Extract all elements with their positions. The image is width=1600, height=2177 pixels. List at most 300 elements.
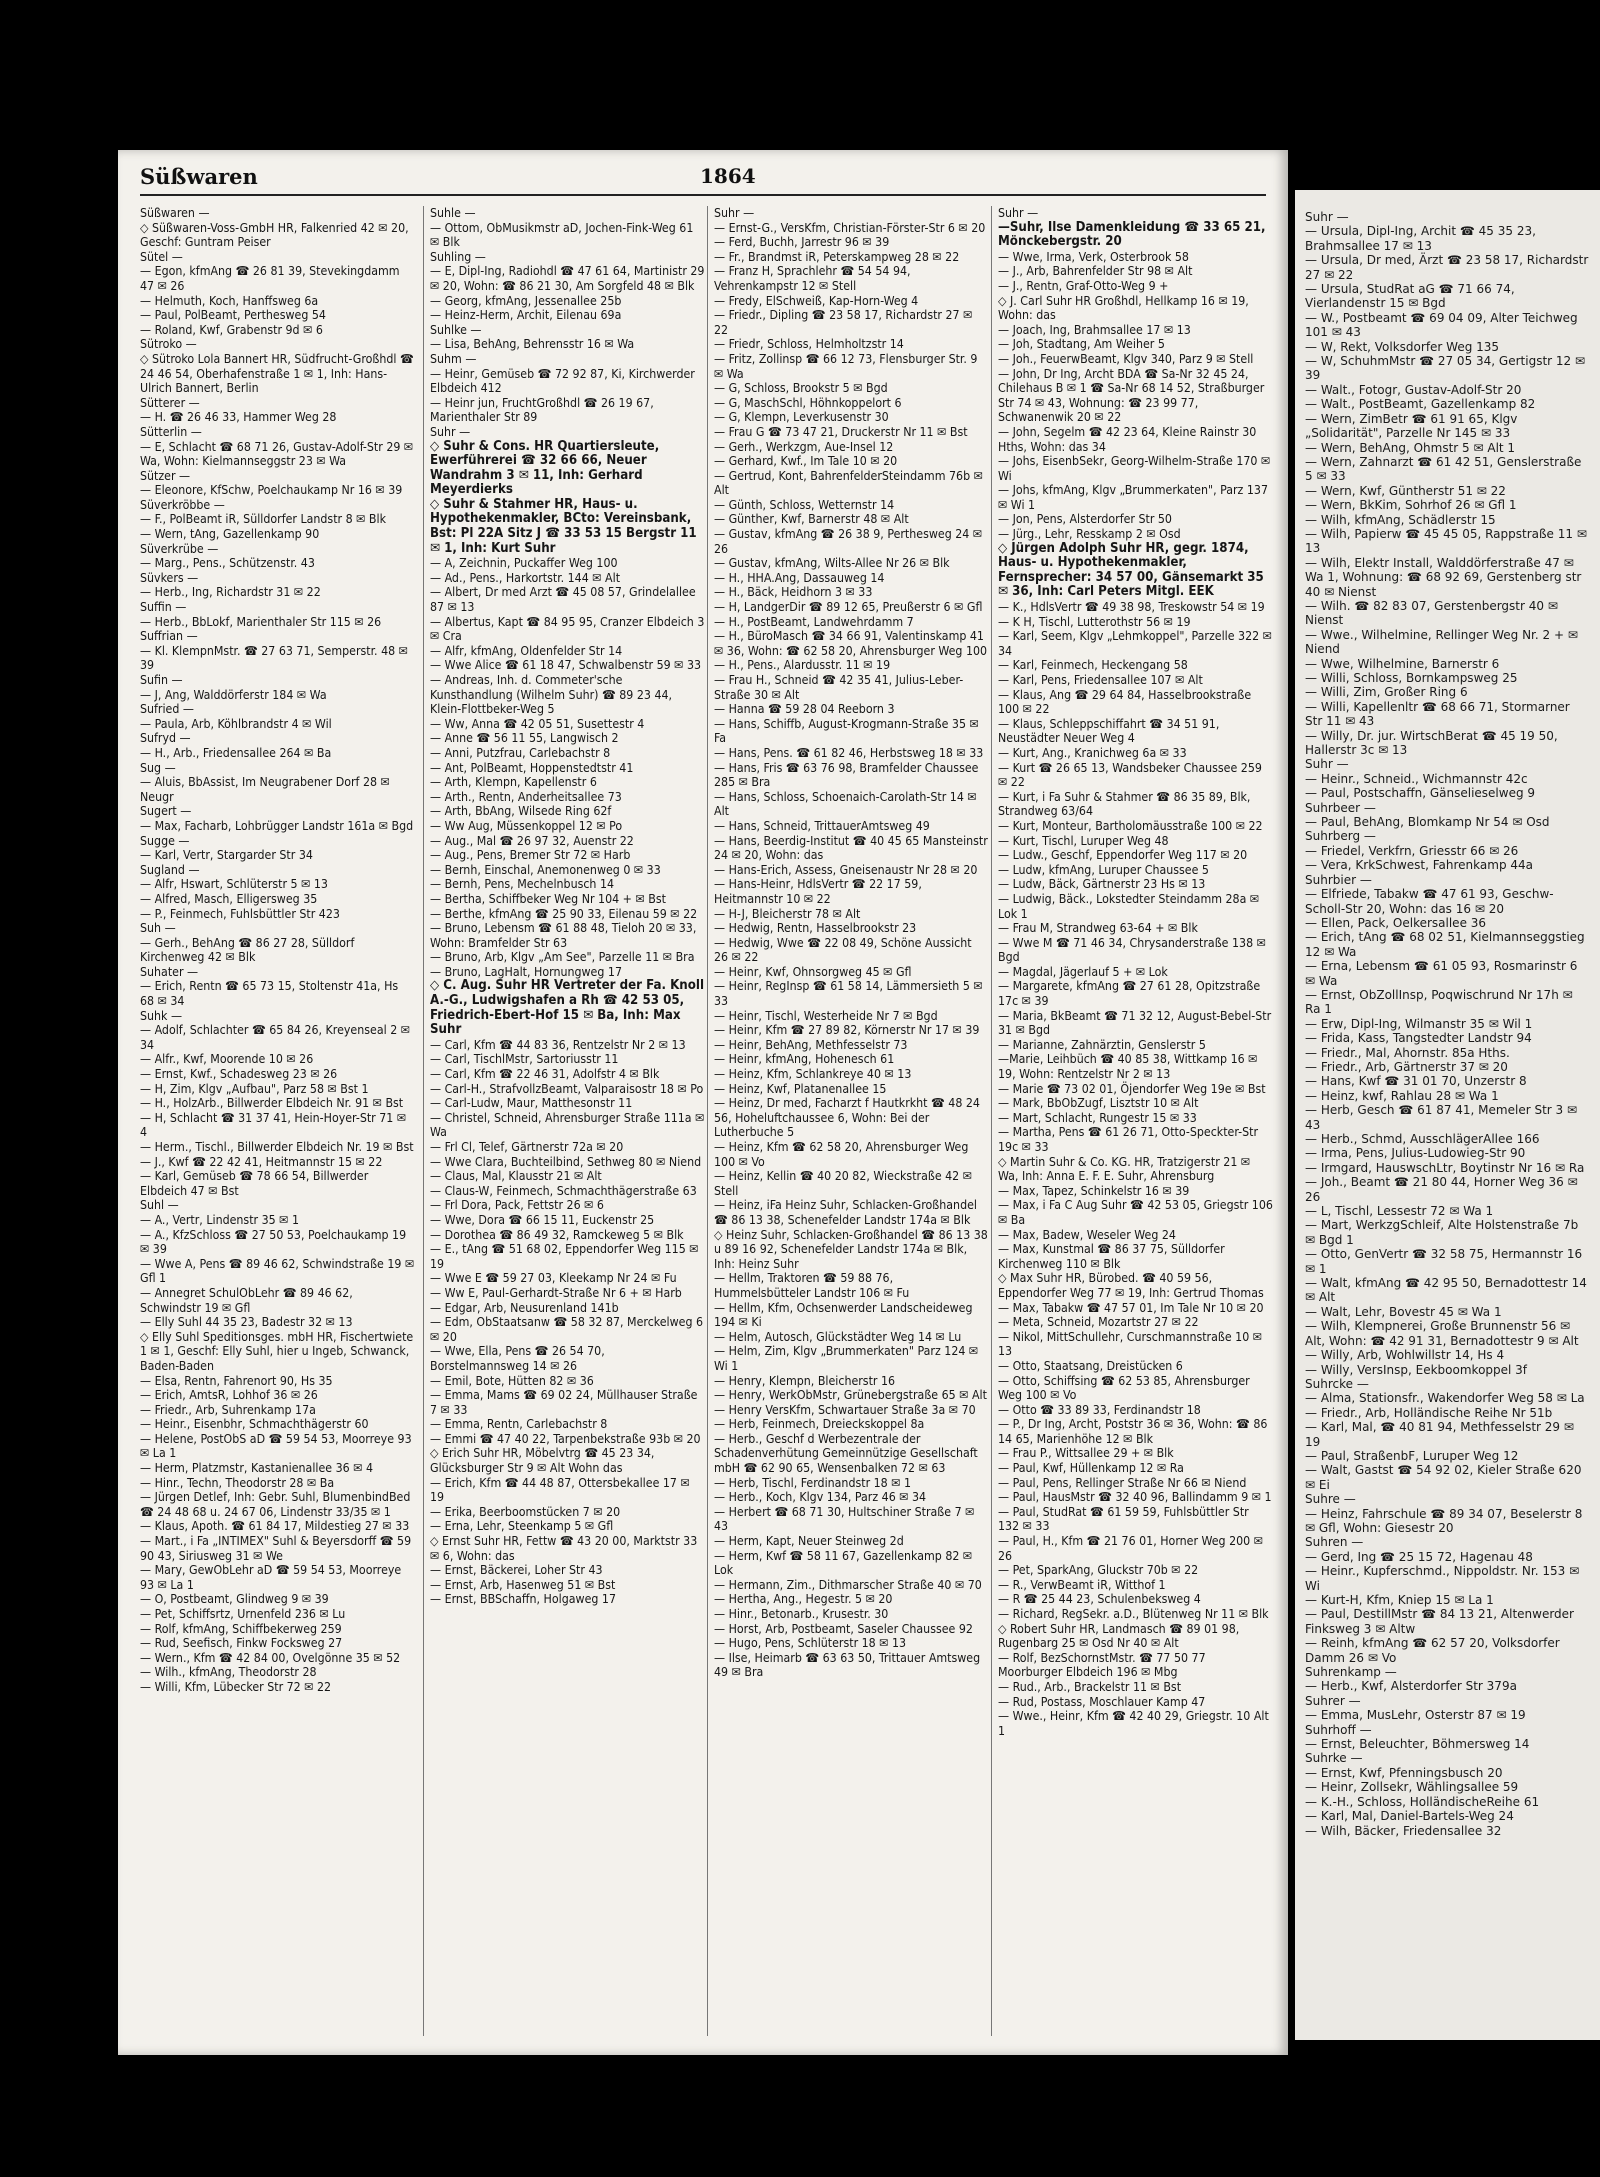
directory-entry: — Ludw, kfmAng, Luruper Chaussee 5 (998, 862, 1209, 877)
directory-entry: — Gerhard, Kwf., Im Tale 10 ✉ 20 (714, 454, 898, 469)
directory-entry: — Erw, Dipl-Ing, Wilmanstr 35 ✉ Wil 1 (1305, 1016, 1533, 1031)
directory-entry: — Wwe Alice ☎ 61 18 47, Schwalbenstr 59 ✉ 33 (430, 658, 702, 673)
directory-entry: — Wilh, Klempnerei, Große Brunnenstr 56 ✉ Alt, Wohn: ☎ 42 91 31, Bernadottestr 9 ✉ Alt (1305, 1319, 1579, 1348)
directory-entry: ◇ Ernst Suhr HR, Fettw ☎ 43 20 00, Marktstr 33 ✉ 6, Wohn: das (430, 1534, 698, 1563)
column-3 (707, 206, 989, 2036)
directory-entry: — Marie ☎ 73 02 01, Öjendorfer Weg 19e ✉ Bst (998, 1081, 1266, 1096)
directory-entry: — Bruno, Lebensm ☎ 61 88 48, Tieloh 20 ✉ 33, Wohn: Bramfelder Str 63 (430, 921, 697, 950)
directory-entry: — Lisa, BehAng, Behrensstr 16 ✉ Wa (430, 337, 635, 352)
directory-entry: — Wwe, Dora ☎ 66 15 11, Euckenstr 25 (430, 1212, 655, 1227)
directory-entry: — Heinr., Kupferschmd., Nippoldstr. Nr. 153 ✉ Wi (1305, 1564, 1580, 1593)
directory-entry: — H, Zim, Klgv „Aufbau", Parz 58 ✉ Bst 1 (140, 1081, 369, 1096)
directory-entry: —Suhr, Ilse Damenkleidung ☎ 33 65 21, Mönckebergstr. 20 (998, 219, 1266, 250)
directory-entry: — Wwe, Irma, Verk, Osterbrook 58 (998, 249, 1189, 264)
directory-entry: — H, LandgerDir ☎ 89 12 65, Preußerstr 6 ✉ Gfl (714, 600, 983, 615)
directory-entry: — E, Dipl-Ing, Radiohdl ☎ 47 61 64, Martinistr 29 ✉ 20, Wohn: ☎ 86 21 30, Am Sorgfeld 48 ✉ Blk (430, 264, 705, 293)
directory-entry: — H., HHA.Ang, Dassauweg 14 (714, 570, 885, 585)
directory-entry: — Vera, KrkSchwest, Fahrenkamp 44a (1305, 858, 1533, 873)
directory-entry: — E, Schlacht ☎ 68 71 26, Gustav-Adolf-Str 29 ✉ Wa, Wohn: Kielmannseggstr 23 ✉ Wa (140, 439, 414, 469)
directory-entry: — Wwe E ☎ 59 27 03, Kleekamp Nr 24 ✉ Fu (430, 1271, 677, 1286)
directory-entry: — Carl, Kfm ☎ 44 83 36, Rentzelstr Nr 2 ✉ 13 (430, 1037, 686, 1052)
directory-entry: — Arth, Klempn, Kapellenstr 6 (430, 775, 597, 790)
directory-entry: — Anni, Putzfrau, Carlebachstr 8 (430, 745, 611, 760)
directory-entry: — Paul, Pens, Rellinger Straße Nr 66 ✉ Niend (998, 1475, 1247, 1490)
directory-entry: — Herb., BbLokf, Marienthaler Str 115 ✉ 26 (140, 614, 382, 629)
directory-entry: — G, Schloss, Brookstr 5 ✉ Bgd (714, 381, 888, 396)
directory-entry: — Martha, Pens ☎ 61 26 71, Otto-Speckter-Str 19c ✉ 33 (998, 1125, 1259, 1154)
directory-entry: — Gerh., Werkzgm, Aue-Insel 12 (714, 439, 894, 454)
directory-entry: — Ant, PolBeamt, Hoppenstedtstr 41 (430, 760, 634, 775)
directory-entry: — Ferd, Buchh, Jarrestr 96 ✉ 39 (714, 235, 890, 250)
directory-entry: — R ☎ 25 44 23, Schulenbeksweg 4 (998, 1592, 1201, 1607)
directory-entry: ◇ Elly Suhl Speditionsges. mbH HR, Fischertwiete 1 ✉ 1, Geschf: Elly Suhl, hier u Ingeb, Schwanck, Baden-Baden (140, 1329, 414, 1373)
column-1 (140, 206, 415, 2036)
directory-entry: — Carl-Ludw, Maur, Matthesonstr 11 (430, 1096, 633, 1111)
directory-entry: — Kurt, Tischl, Luruper Weg 48 (998, 833, 1169, 848)
directory-entry: — H., Pens., Alardusstr. 11 ✉ 19 (714, 658, 891, 673)
directory-entry: — Karl, Pens, Friedensallee 107 ✉ Alt (998, 673, 1203, 687)
directory-entry: — Wern, BkKim, Sohrhof 26 ✉ Gfl 1 (1305, 498, 1517, 513)
directory-entry: — Hans, Fris ☎ 63 76 98, Bramfelder Chaussee 285 ✉ Bra (714, 760, 979, 790)
directory-entry: — Paul, Kwf, Hüllenkamp 12 ✉ Ra (998, 1461, 1184, 1476)
directory-entry: — Wilh, Papierw ☎ 45 45 05, Rappstraße 11 ✉ 13 (1305, 526, 1587, 556)
directory-entry: — Marianne, Zahnärztin, Genslerstr 5 (998, 1037, 1206, 1052)
directory-entry: — Wwe, Ella, Pens ☎ 26 54 70, Borstelmannsweg 14 ✉ 26 (430, 1344, 605, 1373)
directory-entry: — Wilh. ☎ 82 83 07, Gerstenbergstr 40 ✉ Nienst (1305, 598, 1558, 628)
directory-entry: — Walt., PostBeamt, Gazellenkamp 82 (1305, 397, 1536, 412)
directory-entry: — Dorothea ☎ 86 49 32, Ramckeweg 5 ✉ Blk (430, 1227, 684, 1242)
directory-entry: — Frida, Kass, Tangstedter Landstr 94 (1305, 1031, 1532, 1046)
directory-entry: — Wern., Kfm ☎ 42 84 00, Ovelgönne 35 ✉ 52 (140, 1650, 401, 1665)
directory-entry: — Heinz, iFa Heinz Suhr, Schlacken-Großhandel ☎ 86 13 38, Schenefelder Landstr 174a ✉ Blk (714, 1198, 977, 1227)
directory-entry: ◇ Erich Suhr HR, Möbelvtrg ☎ 45 23 34, Glücksburger Str 9 ✉ Alt Wohn das (430, 1446, 655, 1476)
directory-entry: — Christel, Schneid, Ahrensburger Straße 111a ✉ Wa (430, 1110, 705, 1140)
directory-entry: — Bertha, Schiffbeker Weg Nr 104 + ✉ Bst (430, 891, 666, 906)
directory-entry: — Andreas, Inh. d. Commeter'sche Kunsthandlung (Wilhelm Suhr) ☎ 89 23 44, Klein-Flottbeker-Weg 5 (430, 673, 673, 717)
directory-entry: Sugland — (140, 862, 200, 877)
directory-entry: — Heinz, Dr med, Facharzt f Hautkrkht ☎ 48 24 56, Hoheluftchaussee 6, Wohn: Bei der Lutherbuche 5 (714, 1096, 980, 1140)
directory-entry: — H., Bäck, Heidhorn 3 ✉ 33 (714, 585, 873, 600)
directory-entry: — P., Dr Ing, Archt, Poststr 36 ✉ 36, Wohn: ☎ 86 14 65, Marienhöhe 12 ✉ Blk (998, 1417, 1268, 1446)
directory-entry: Suh — (140, 921, 176, 936)
directory-entry: — Willi, Zim, Großer Ring 6 (1305, 685, 1468, 700)
directory-entry: — Heinr, RegInsp ☎ 61 58 14, Lämmersieth 5 ✉ 33 (714, 979, 983, 1009)
directory-entry: — Heinz, Kellin ☎ 40 20 82, Wieckstraße 42 ✉ Stell (714, 1169, 973, 1198)
directory-entry: Süverkröbbe — (140, 497, 225, 512)
directory-entry: Süßwaren — (140, 206, 210, 220)
directory-entry: — Ottom, ObMusikmstr aD, Jochen-Fink-Weg 61 ✉ Blk (430, 220, 694, 250)
directory-entry: — G, Klempn, Leverkusenstr 30 (714, 410, 889, 425)
directory-entry: — Heinz-Herm, Archit, Eilenau 69a (430, 308, 622, 323)
directory-entry: Sugert — (140, 804, 192, 819)
directory-entry: — Hans, Schiffb, August-Krogmann-Straße 35 ✉ Fa (714, 716, 979, 746)
directory-entry: — Wwe, Wilhelmine, Barnerstr 6 (1305, 656, 1500, 671)
directory-entry: — J., Arb, Bahrenfelder Str 98 ✉ Alt (998, 264, 1193, 279)
directory-entry: — Henry, WerkObMstr, Grünebergstraße 65 ✉ Alt (714, 1388, 987, 1403)
directory-entry: — Ernst, Kwf, Pfenningsbusch 20 (1305, 1765, 1503, 1780)
directory-entry: — Hans, Kwf ☎ 31 01 70, Unzerstr 8 (1305, 1074, 1527, 1089)
directory-entry: — Herb, Tischl, Ferdinandstr 18 ✉ 1 (714, 1475, 912, 1490)
directory-entry: — G, MaschSchl, Höhnkoppelort 6 (714, 395, 902, 410)
directory-entry: — Friedel, Verkfrn, Griesstr 66 ✉ 26 (1305, 843, 1519, 858)
directory-entry: — Kurt, i Fa Suhr & Stahmer ☎ 86 35 89, Blk, Strandweg 63/64 (998, 789, 1251, 819)
directory-entry: — W, SchuhmMstr ☎ 27 05 34, Gertigstr 12 ✉ 39 (1305, 354, 1586, 383)
directory-entry: — Marg., Pens., Schützenstr. 43 (140, 556, 315, 571)
directory-entry: Sug — (140, 760, 176, 775)
directory-entry: Suffrian — (140, 629, 198, 644)
directory-entry: — Alfr, kfmAng, Oldenfelder Str 14 (430, 643, 623, 658)
directory-entry: — H., HolzArb., Billwerder Elbdeich Nr. 91 ✉ Bst (140, 1096, 404, 1111)
directory-entry: — Hermann, Zim., Dithmarscher Straße 40 ✉ 70 (714, 1577, 982, 1592)
directory-entry: — Willi, Schloss, Bornkampsweg 25 (1305, 671, 1518, 685)
directory-entry: — Alfr., Kwf, Moorende 10 ✉ 26 (140, 1052, 314, 1067)
directory-entry: — A., KfzSchloss ☎ 27 50 53, Poelchaukamp 19 ✉ 39 (140, 1227, 407, 1257)
directory-entry: — Frau M, Strandweg 63-64 + ✉ Blk (998, 921, 1198, 936)
directory-entry: — Ernst, Beleuchter, Böhmersweg 14 (1305, 1737, 1530, 1752)
directory-entry: — Karl, Mal, ☎ 40 81 94, Methfesselstr 29 ✉ 19 (1305, 1420, 1574, 1449)
directory-entry: — Eleonore, KfSchw, Poelchaukamp Nr 16 ✉ 39 (140, 483, 403, 498)
directory-entry: — Ursula, Dipl-Ing, Archit ☎ 45 35 23, Brahmsallee 17 ✉ 13 (1305, 224, 1536, 253)
directory-entry: — A, Zeichnin, Puckaffer Weg 100 (430, 556, 618, 571)
facing-page-column (1305, 210, 1590, 2020)
directory-entry: ◇ J. Carl Suhr HR Großhdl, Hellkamp 16 ✉ 19, Wohn: das (998, 293, 1249, 323)
directory-entry: — Herb, Feinmech, Dreieckskoppel 8a (714, 1417, 925, 1432)
directory-entry: — Erna, Lebensm ☎ 61 05 93, Rosmarinstr 6 ✉ Wa (1305, 959, 1578, 988)
column-4 (991, 206, 1273, 2036)
directory-entry: — Wilh, Elektr Install, Walddörferstraße 47 ✉ Wa 1, Wohnung: ☎ 68 92 69, Gerstenberg str 40 ✉ Nienst (1305, 555, 1582, 599)
directory-entry: — Ernst, Kwf., Schadesweg 23 ✉ 26 (140, 1067, 338, 1082)
directory-entry: Suhr — (430, 424, 471, 439)
directory-entry: — Heinr jun, FruchtGroßhdl ☎ 26 19 67, Marienthaler Str 89 (430, 395, 654, 425)
directory-entry: — Max, Facharb, Lohbrügger Landstr 161a ✉ Bgd (140, 818, 414, 833)
directory-entry: — K., HdlsVertr ☎ 49 38 98, Treskowstr 54 ✉ 19 (998, 600, 1265, 615)
directory-entry: — Elfriede, Tabakw ☎ 47 61 93, Geschw-Scholl-Str 20, Wohn: das 16 ✉ 20 (1305, 887, 1554, 916)
directory-entry: — Ernst, ObZollInsp, Poqwischrund Nr 17h ✉ Ra 1 (1305, 987, 1573, 1017)
directory-entry: ◇ Süßwaren-Voss-GmbH HR, Falkenried 42 ✉ 20, Geschf: Guntram Peiser (140, 220, 409, 250)
directory-entry: — Gerd, Ing ☎ 25 15 72, Hagenau 48 (1305, 1549, 1533, 1564)
directory-entry: — Henry, Klempn, Bleicherstr 16 (714, 1373, 896, 1388)
directory-entry: Suhrer — (1305, 1693, 1361, 1708)
directory-entry: — Friedr., Mal, Ahornstr. 85a Hths. (1305, 1045, 1510, 1060)
directory-entry: — Maria, BkBeamt ☎ 71 32 12, August-Bebel-Str 31 ✉ Bgd (998, 1008, 1272, 1038)
directory-entry: Sufin — (140, 673, 183, 687)
directory-entry: — Gertrud, Kont, BahrenfelderSteindamm 76b ✉ Alt (714, 468, 983, 498)
directory-entry: — Ernst, Bäckerei, Loher Str 43 (430, 1563, 603, 1578)
directory-entry: — Hellm, Traktoren ☎ 59 88 76, Hummelsbütteler Landstr 106 ✉ Fu (714, 1271, 910, 1300)
directory-entry: — Heinr., Schneid., Wichmannstr 42c (1305, 771, 1528, 786)
directory-entry: — H-J, Bleicherstr 78 ✉ Alt (714, 906, 861, 921)
directory-entry: ◇ Suhr & Stahmer HR, Haus- u. Hypothekenmakler, BCto: Vereinsbank, Bst: Pl 22A Sitz J ☎ 33 53 15 Bergstr 11 ✉ 1, Inh: Kurt Suhr (430, 496, 697, 556)
directory-entry: — Herb., Schmd, AusschlägerAllee 166 (1305, 1132, 1540, 1146)
directory-entry: — Reinh, kfmAng ☎ 62 57 20, Volksdorfer Damm 26 ✉ Vo (1305, 1636, 1560, 1665)
directory-entry: Sütterlin — (140, 424, 202, 439)
directory-entry: — Ww E, Paul-Gerhardt-Straße Nr 6 + ✉ Harb (430, 1285, 682, 1300)
directory-entry: — Bruno, LagHalt, Hornungweg 17 (430, 964, 622, 979)
directory-entry: — Heinr, kfmAng, Hohenesch 61 (714, 1052, 895, 1067)
directory-entry: Suhr — (1305, 757, 1349, 772)
directory-columns (140, 206, 1273, 2036)
directory-entry: — Hedwig, Rentn, Hasselbrookstr 23 (714, 921, 917, 936)
directory-entry: Sütroko — (140, 337, 197, 352)
directory-entry: — Herb., Geschf d Werbezentrale der Schadenverhütung Gemeinnützige Gesellschaft mbH ☎ 62 90 65, Wensenbalken 72 ✉ 63 (714, 1431, 978, 1476)
directory-entry: — H., Arb., Friedensallee 264 ✉ Ba (140, 745, 332, 760)
directory-entry: — Heinr, Tischl, Westerheide Nr 7 ✉ Bgd (714, 1008, 938, 1023)
directory-entry: — Egon, kfmAng ☎ 26 81 39, Stevekingdamm 47 ✉ 26 (140, 264, 400, 293)
directory-entry: Suhr — (998, 206, 1039, 220)
directory-entry: — Willi, Kapellenltr ☎ 68 66 71, Stormarner Str 11 ✉ 43 (1305, 699, 1570, 729)
directory-entry: — Paul, PolBeamt, Perthesweg 54 (140, 308, 326, 323)
directory-entry: — Klaus, Ang ☎ 29 64 84, Hasselbrookstraße 100 ✉ 22 (998, 687, 1252, 717)
directory-entry: — Heinr, Zollsekr, Wählingsallee 59 (1305, 1780, 1519, 1795)
directory-entry: ◇ Max Suhr HR, Bürobed. ☎ 40 59 56, Eppendorfer Weg 77 ✉ 19, Inh: Gertrud Thomas (998, 1271, 1264, 1300)
directory-entry: — Paula, Arb, Köhlbrandstr 4 ✉ Wil (140, 716, 332, 731)
directory-entry: — Anne ☎ 56 11 55, Langwisch 2 (430, 731, 619, 746)
directory-entry: — Ursula, StudRat aG ☎ 71 66 74, Vierlandenstr 15 ✉ Bgd (1305, 282, 1515, 311)
directory-entry: — Wilh, kfmAng, Schädlerstr 15 (1305, 512, 1496, 527)
directory-entry: — Willi, Kfm, Lübecker Str 72 ✉ 22 (140, 1679, 332, 1694)
directory-entry: Suffin — (140, 600, 187, 615)
directory-entry: — Aug., Mal ☎ 26 97 32, Auenstr 22 (430, 833, 634, 848)
directory-entry: — Otto, Staatsang, Dreistücken 6 (998, 1358, 1183, 1373)
directory-entry: — Mary, GewObLehr aD ☎ 59 54 53, Moorreye 93 ✉ La 1 (140, 1563, 402, 1592)
directory-entry: — Karl, Mal, Daniel-Bartels-Weg 24 (1305, 1809, 1514, 1824)
directory-entry: Suhre — (1305, 1492, 1356, 1507)
directory-entry: Suhl — (140, 1198, 179, 1213)
directory-entry: — Heinr, Kwf, Ohnsorgweg 45 ✉ Gfl (714, 964, 912, 979)
directory-entry: — Berthe, kfmAng ☎ 25 90 33, Eilenau 59 ✉ 22 (430, 906, 698, 921)
directory-entry: — Erich, Kfm ☎ 44 48 87, Ottersbekallee 17 ✉ 19 (430, 1475, 690, 1505)
directory-entry: Süvkers — (140, 570, 199, 585)
directory-entry: ◇ C. Aug. Suhr HR Vertreter der Fa. Knoll A.-G., Ludwigshafen a Rh ☎ 42 53 05, Friedrich-Ebert-Hof 15 ✉ Ba, Inh: Max Suhr (430, 978, 705, 1038)
directory-entry: — Meta, Schneid, Mozartstr 27 ✉ 22 (998, 1315, 1199, 1330)
directory-entry: — K.-H., Schloss, HolländischeReihe 61 (1305, 1794, 1540, 1809)
directory-entry: — Walt., Fotogr, Gustav-Adolf-Str 20 (1305, 382, 1522, 397)
directory-entry: — Johs, kfmAng, Klgv „Brummerkaten", Parz 137 ✉ Wi 1 (998, 483, 1268, 512)
directory-entry: ◇ Suhr & Cons. HR Quartiersleute, Ewerführerei ☎ 32 66 66, Neuer Wandrahm 3 ✉ 11, Inh: Gerhard Meyerdierks (430, 438, 660, 498)
directory-entry: — Rud., Arb., Brackelstr 11 ✉ Bst (998, 1679, 1182, 1694)
directory-entry: — Annegret SchulObLehr ☎ 89 46 62, Schwindstr 19 ✉ Gfl (140, 1285, 353, 1315)
directory-entry: — Otto ☎ 33 89 33, Ferdinandstr 18 (998, 1402, 1201, 1417)
directory-entry: Suhrbier — (1305, 872, 1372, 887)
directory-entry: — Hinr., Betonarb., Krusestr. 30 (714, 1607, 889, 1621)
directory-entry: — Herm, Kapt, Neuer Steinweg 2d (714, 1534, 904, 1549)
directory-entry: — Klaus, Schleppschiffahrt ☎ 34 51 91, Neustädter Neuer Weg 4 (998, 716, 1220, 746)
directory-entry: Sufryd — (140, 731, 191, 746)
directory-entry: Suhrhoff — (1305, 1722, 1372, 1737)
directory-entry: — Roland, Kwf, Grabenstr 9d ✉ 6 (140, 322, 323, 337)
directory-entry: Süverkrübe — (140, 541, 219, 556)
directory-entry: — Ilse, Heimarb ☎ 63 63 50, Trittauer Amtsweg 49 ✉ Bra (714, 1650, 981, 1680)
directory-entry: — Frl Dora, Pack, Fettstr 26 ✉ 6 (430, 1198, 604, 1213)
directory-entry: — Rud, Postass, Moschlauer Kamp 47 (998, 1694, 1206, 1709)
directory-entry: — Ludw, Bäck, Gärtnerstr 23 Hs ✉ 13 (998, 877, 1206, 892)
directory-entry: — Friedr, Schloss, Helmholtzstr 14 (714, 337, 904, 352)
directory-entry: — John, Segelm ☎ 42 23 64, Kleine Rainstr 30 Hths, Wohn: das 34 (998, 424, 1257, 454)
directory-entry: Suhle — (430, 206, 476, 220)
directory-entry: — J., Kwf ☎ 22 42 41, Heitmannstr 15 ✉ 22 (140, 1154, 383, 1169)
directory-entry: — Frau H., Schneid ☎ 42 35 41, Julius-Leber-Straße 30 ✉ Alt (714, 673, 964, 702)
directory-entry: — Magdal, Jägerlauf 5 + ✉ Lok (998, 964, 1168, 979)
directory-entry: — Franz H, Sprachlehr ☎ 54 54 94, Vehrenkampstr 12 ✉ Stell (714, 264, 911, 293)
directory-entry: — Hans, Schneid, TrittauerAmtsweg 49 (714, 818, 930, 833)
directory-entry: — Ww Aug, Müssenkoppel 12 ✉ Po (430, 818, 623, 833)
directory-entry: Sützer — (140, 468, 191, 483)
directory-entry: — Albert, Dr med Arzt ☎ 45 08 57, Grindelallee 87 ✉ 13 (430, 585, 696, 615)
directory-entry: — Wilh, Bäcker, Friedensallee 32 (1305, 1823, 1502, 1838)
directory-entry: — Mart, WerkzgSchleif, Alte Holstenstraße 7b ✉ Bgd 1 (1305, 1218, 1579, 1247)
directory-entry: — Helm, Zim, Klgv „Brummerkaten" Parz 124 ✉ Wi 1 (714, 1344, 979, 1373)
directory-entry: — Paul, HausMstr ☎ 32 40 96, Ballindamm 9 ✉ 1 (998, 1490, 1272, 1505)
directory-entry: — H., BüroMasch ☎ 34 66 91, Valentinskamp 41 ✉ 36, Wohn: ☎ 62 58 20, Ahrensburger Weg 100 (714, 629, 988, 658)
directory-entry: — Arth., Rentn, Anderheitsallee 73 (430, 789, 622, 804)
directory-entry: — Wwe Clara, Buchteilbind, Sethweg 80 ✉ Niend (430, 1154, 702, 1169)
directory-entry: — Hedwig, Wwe ☎ 22 08 49, Schöne Aussicht 26 ✉ 22 (714, 935, 972, 965)
directory-entry: — J., Rentn, Graf-Otto-Weg 9 + (998, 278, 1169, 293)
directory-entry: — Willy, Dr. jur. WirtschBerat ☎ 45 19 50, Hallerstr 3c ✉ 13 (1305, 728, 1558, 758)
directory-entry: — Fredy, ElSchweiß, Kap-Horn-Weg 4 (714, 293, 919, 308)
directory-entry: — Heinr., Eisenbhr, Schmachthägerstr 60 (140, 1417, 369, 1432)
directory-entry: — Max, Tapez, Schinkelstr 16 ✉ 39 (998, 1183, 1190, 1198)
directory-entry: — Erna, Lehr, Steenkamp 5 ✉ Gfl (430, 1519, 614, 1534)
directory-entry: — Erika, Beerboomstücken 7 ✉ 20 (430, 1504, 621, 1519)
directory-entry: — Jürgen Detlef, Inh: Gebr. Suhl, BlumenbindBed ☎ 24 48 68 u. 24 67 06, Lindenstr 33/35 ✉ 1 (140, 1490, 411, 1519)
directory-entry: — Karl, Feinmech, Heckengang 58 (998, 658, 1188, 673)
directory-entry: — Edgar, Arb, Neusurenland 141b (430, 1300, 619, 1315)
directory-entry: — Hinr., Techn, Theodorstr 28 ✉ Ba (140, 1475, 335, 1490)
directory-entry: — Heinz, Kwf, Platanenallee 15 (714, 1081, 887, 1096)
directory-entry: — Hans, Schloss, Schoenaich-Carolath-Str 14 ✉ Alt (714, 789, 977, 819)
directory-entry: — Margarete, kfmAng ☎ 27 61 28, Opitzstraße 17c ✉ 39 (998, 979, 1261, 1009)
directory-entry: — Karl, Vertr, Stargarder Str 34 (140, 848, 313, 863)
directory-entry: — Willy, Arb, Wohlwillstr 14, Hs 4 (1305, 1348, 1505, 1363)
directory-entry: — Rolf, BezSchornstMstr. ☎ 77 50 77 Moorburger Elbdeich 196 ✉ Mbg (998, 1650, 1206, 1680)
directory-entry: — Carl, TischlMstr, Sartoriusstr 11 (430, 1052, 619, 1067)
directory-entry: — Max, Kunstmal ☎ 86 37 75, Sülldorfer Kirchenweg 110 ✉ Blk (998, 1242, 1225, 1271)
directory-entry: — Herb, Gesch ☎ 61 87 41, Memeler Str 3 ✉ 43 (1305, 1103, 1578, 1132)
directory-entry: — Herb., Kwf, Alsterdorfer Str 379a (1305, 1679, 1517, 1694)
directory-entry: — Herbert ☎ 68 71 30, Hultschiner Straße 7 ✉ 43 (714, 1504, 975, 1534)
directory-entry: ◇ Jürgen Adolph Suhr HR, gegr. 1874, Haus- u. Hypothekenmakler, Fernsprecher: 34 57 00, Gänsemarkt 35 ✉ 36, Inh: Carl Peters Mitgl. EEK (998, 540, 1264, 600)
directory-entry: — Claus-W, Feinmech, Schmachthägerstraße 63 (430, 1183, 697, 1198)
directory-entry: — Wwe., Heinr, Kfm ☎ 42 40 29, Griegstr. 10 Alt 1 (998, 1709, 1269, 1738)
directory-entry: — Herb., Ing, Richardstr 31 ✉ 22 (140, 585, 321, 600)
column-2 (423, 206, 705, 2036)
directory-entry: — Hanna ☎ 59 28 04 Reeborn 3 (714, 702, 895, 717)
directory-entry: — Gustav, kfmAng ☎ 26 38 9, Perthesweg 24 ✉ 26 (714, 527, 983, 556)
directory-entry: — Herm, Platzmstr, Kastanienallee 36 ✉ 4 (140, 1461, 374, 1476)
directory-entry: — Otto, GenVertr ☎ 32 58 75, Hermannstr 16 ✉ 1 (1305, 1247, 1583, 1276)
directory-entry: — Elly Suhl 44 35 23, Badestr 32 ✉ 13 (140, 1315, 353, 1330)
directory-entry: — Willy, VersInsp, Eekboomkoppel 3f (1305, 1362, 1528, 1377)
directory-entry: Suhrke — (1305, 1751, 1363, 1766)
directory-entry: Suhrberg — (1305, 829, 1376, 844)
directory-entry: Suhrenkamp — (1305, 1665, 1397, 1680)
directory-entry: — Wern, BehAng, Ohmstr 5 ✉ Alt 1 (1305, 440, 1516, 455)
directory-entry: — Friedr., Arb, Holländische Reihe Nr 51b (1305, 1405, 1553, 1420)
directory-entry: — Hans, Pens. ☎ 61 82 46, Herbstsweg 18 ✉ 33 (714, 745, 984, 760)
directory-entry: — Ellen, Pack, Oelkersallee 36 (1305, 915, 1487, 930)
directory-entry: ◇ Robert Suhr HR, Landmasch ☎ 89 01 98, Rugenbarg 25 ✉ Osd Nr 40 ✉ Alt (998, 1621, 1240, 1651)
directory-entry: ◇ Sütroko Lola Bannert HR, Südfrucht-Großhdl ☎ 24 46 54, Oberhafenstraße 1 ✉ 1, Inh: Hans-Ulrich Bannert, Berlin (140, 351, 414, 396)
directory-entry: — Jon, Pens, Alsterdorfer Str 50 (998, 512, 1172, 527)
directory-entry: Suhling — (430, 249, 486, 264)
directory-entry: — Albertus, Kapt ☎ 84 95 95, Cranzer Elbdeich 3 ✉ Cra (430, 614, 705, 644)
directory-entry: — Kurt, Ang., Kranichweg 6a ✉ 33 (998, 745, 1187, 760)
directory-entry: — Karl, Gemüseb ☎ 78 66 54, Billwerder Elbdeich 47 ✉ Bst (140, 1169, 369, 1198)
directory-entry: — Erich, AmtsR, Lohhof 36 ✉ 26 (140, 1388, 318, 1403)
directory-entry: — Rolf, kfmAng, Schiffbekerweg 259 (140, 1621, 342, 1636)
directory-entry: Sufried — (140, 702, 194, 717)
directory-entry: — Kl. KlempnMstr. ☎ 27 63 71, Semperstr. 48 ✉ 39 (140, 643, 408, 673)
directory-entry: — Fr., Brandmst iR, Peterskampweg 28 ✉ 22 (714, 249, 960, 264)
directory-entry: — Gustav, kfmAng, Wilts-Allee Nr 26 ✉ Blk (714, 556, 950, 571)
directory-entry: — H, Schlacht ☎ 31 37 41, Hein-Hoyer-Str 71 ✉ 4 (140, 1110, 407, 1140)
directory-entry: Suhm — (430, 351, 477, 366)
directory-entry: — Mart, Schlacht, Rungestr 15 ✉ 33 (998, 1110, 1197, 1125)
directory-entry: — Ernst, Arb, Hasenweg 51 ✉ Bst (430, 1577, 616, 1592)
directory-entry: — Hugo, Pens, Schlüterstr 18 ✉ 13 (714, 1636, 907, 1651)
directory-entry: — Mart., i Fa „INTIMEX" Suhl & Beyersdorff ☎ 59 90 43, Siriusweg 31 ✉ We (140, 1534, 412, 1563)
directory-entry: — Emil, Bote, Hütten 82 ✉ 36 (430, 1373, 594, 1388)
directory-entry: Sütel — (140, 249, 183, 264)
directory-entry: — Bernh, Einschal, Anemonenweg 0 ✉ 33 (430, 862, 661, 877)
directory-entry: — Claus, Mal, Klausstr 21 ✉ Alt (430, 1169, 602, 1184)
directory-entry: — Alfr, Hswart, Schlüterstr 5 ✉ 13 (140, 877, 328, 892)
directory-entry: — Bruno, Arb, Klgv „Am See", Parzelle 11 ✉ Bra (430, 950, 695, 965)
directory-entry: — Ernst-G., VersKfm, Christian-Förster-Str 6 ✉ 20 (714, 220, 986, 235)
directory-entry: Suhk — (140, 1008, 183, 1023)
directory-entry: — Wilh., kfmAng, Theodorstr 28 (140, 1665, 317, 1680)
directory-entry: — Ludwig, Bäck., Lokstedter Steindamm 28a ✉ Lok 1 (998, 891, 1260, 921)
directory-entry: — Heinz, Fahrschule ☎ 89 34 07, Beselerstr 8 ✉ Gfl, Wohn: Giesestr 20 (1305, 1506, 1583, 1535)
directory-entry: — Friedr., Arb, Suhrenkamp 17a (140, 1402, 316, 1417)
directory-entry: — Hertha, Ang., Hegestr. 5 ✉ 20 (714, 1592, 893, 1607)
directory-entry: Suhr — (1305, 210, 1349, 224)
directory-entry: — W, Rekt, Volksdorfer Weg 135 (1305, 339, 1500, 354)
directory-entry: —Marie, Leihbüch ☎ 40 85 38, Wittkamp 16 ✉ 19, Wohn: Rentzelstr Nr 2 ✉ 13 (998, 1052, 1258, 1082)
directory-entry: — Emma, Rentn, Carlebachstr 8 (430, 1417, 608, 1432)
directory-entry: — Erich, Rentn ☎ 65 73 15, Stoltenstr 41a, Hs 68 ✉ 34 (140, 979, 399, 1009)
directory-entry: — Helene, PostObS aD ☎ 59 54 53, Moorreye 93 ✉ La 1 (140, 1431, 412, 1461)
directory-entry: — Paul, StraßenbF, Luruper Weg 12 (1305, 1448, 1519, 1463)
directory-entry: — Paul, StudRat ☎ 61 59 59, Fuhlsbüttler Str 132 ✉ 33 (998, 1504, 1249, 1534)
facing-page (1295, 190, 1600, 2040)
directory-entry: — Friedr., Arb, Gärtnerstr 37 ✉ 20 (1305, 1059, 1508, 1074)
directory-entry: — P., Feinmech, Fuhlsbüttler Str 423 (140, 906, 340, 921)
directory-entry: — Helmuth, Koch, Hanffsweg 6a (140, 293, 319, 308)
page-title: Süßwaren (140, 164, 258, 189)
directory-entry: — Pet, Schiffsrtz, Urnenfeld 236 ✉ Lu (140, 1607, 346, 1621)
directory-entry: — Ursula, Dr med, Ärzt ☎ 23 58 17, Richardstr 27 ✉ 22 (1305, 253, 1589, 282)
directory-entry: — A., Vertr, Lindenstr 35 ✉ 1 (140, 1212, 299, 1227)
directory-entry: — Wern, tAng, Gazellenkamp 90 (140, 527, 320, 542)
directory-entry: — Ludw., Geschf, Eppendorfer Weg 117 ✉ 20 (998, 848, 1248, 863)
directory-entry: — Herb., Koch, Klgv 134, Parz 46 ✉ 34 (714, 1490, 927, 1505)
directory-entry: — Richard, RegSekr. a.D., Blütenweg Nr 11 ✉ Blk (998, 1607, 1269, 1621)
directory-entry: — Mark, BbObZugf, Lisztstr 10 ✉ Alt (998, 1096, 1199, 1111)
directory-entry: — Herm., Tischl., Billwerder Elbdeich Nr. 19 ✉ Bst (140, 1140, 414, 1154)
directory-entry: — Frau G ☎ 73 47 21, Druckerstr Nr 11 ✉ Bst (714, 424, 968, 439)
directory-entry: — Heinz, Kfm ☎ 62 58 20, Ahrensburger Weg 100 ✉ Vo (714, 1140, 969, 1169)
directory-entry: — Joh., Beamt ☎ 21 80 44, Horner Weg 36 ✉ 26 (1305, 1175, 1578, 1204)
directory-entry: — Max, Badew, Weseler Weg 24 (998, 1227, 1176, 1242)
directory-entry: — Hans-Erich, Assess, Gneisenaustr Nr 28 ✉ 20 (714, 862, 978, 877)
directory-entry: Suhrcke — (1305, 1376, 1369, 1391)
directory-entry: — Helm, Autosch, Glückstädter Weg 14 ✉ Lu (714, 1329, 962, 1344)
directory-entry: — Nikol, MittSchullehr, Curschmannstraße 10 ✉ 13 (998, 1329, 1263, 1359)
directory-entry: — Gerh., BehAng ☎ 86 27 28, Sülldorf Kirchenweg 42 ✉ Blk (140, 935, 355, 965)
directory-entry: — Paul, H., Kfm ☎ 21 76 01, Horner Weg 200 ✉ 26 (998, 1534, 1263, 1563)
